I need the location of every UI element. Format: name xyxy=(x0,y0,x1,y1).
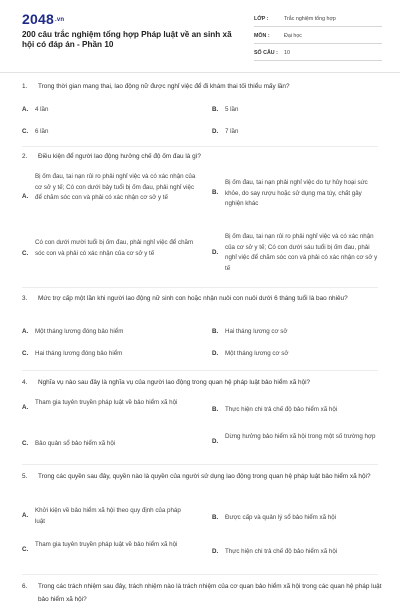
option-letter: D. xyxy=(212,127,219,135)
meta-info xyxy=(254,12,382,63)
question-divider xyxy=(22,464,378,465)
option-letter: A. xyxy=(22,193,29,200)
option-letter: A. xyxy=(22,327,29,335)
option-letter: D. xyxy=(212,438,219,445)
question-text: Trong thời gian mang thai, lao động nữ được nghỉ việc để đi khám thai tối thiểu mấy lần? xyxy=(38,83,290,90)
option-d[interactable] xyxy=(212,348,382,360)
question-divider xyxy=(22,574,378,575)
option-text: Có con dưới mười tuổi bị ốm đau, phải nghỉ việc để chăm sóc con và phải có xác nhận của cơ sở y tế xyxy=(35,239,194,257)
option-text: Bảo quản sổ bảo hiểm xã hội xyxy=(35,439,116,447)
option-text: Bị ốm đau, tai nạn rủi ro phải nghỉ việc và có xác nhận của cơ sở y tế; Có con dưới sáu tuổi bị ốm đau, phải nghỉ việc để chăm sóc con và phải có xác nhận cơ sở y tế xyxy=(225,233,378,272)
option-letter: B. xyxy=(212,189,219,196)
option-b[interactable] xyxy=(212,326,382,338)
site-logo[interactable] xyxy=(22,11,64,27)
option-text: Hai tháng lương đóng bảo hiểm xyxy=(35,349,123,357)
option-letter: B. xyxy=(212,327,219,335)
option-text: Dừng hưởng bảo hiểm xã hội trong một số trường hợp xyxy=(225,433,376,440)
option-c[interactable] xyxy=(22,540,202,564)
option-d[interactable] xyxy=(212,546,382,558)
question-divider xyxy=(22,287,378,288)
option-text: Một tháng lương đóng bảo hiểm xyxy=(35,327,124,335)
meta-value: Trắc nghiệm tổng hợp xyxy=(284,16,336,22)
meta-row-count xyxy=(254,46,382,61)
question-text: Mức trợ cấp một lần khi người lao động nữ sinh con hoặc nhận nuôi con nuôi dưới 6 tháng tuổi là bao nhiêu? xyxy=(38,295,348,302)
option-letter: B. xyxy=(212,513,219,521)
option-text: 4 lần xyxy=(35,105,49,113)
option-text: Bị ốm đau, tai nạn rủi ro phải nghỉ việc và có xác nhận của cơ sở y tế; Có con dưới bảy tuổi bị ốm đau, phải nghỉ việc để chăm sóc con và phải có xác nhận cơ sở y tế xyxy=(35,173,196,201)
option-text: Bị ốm đau, tai nạn phải nghỉ việc do tự hủy hoại sức khỏe, do say rượu hoặc sử dụng ma túy, chất gây nghiện khác xyxy=(225,179,368,207)
question-number: 2. xyxy=(22,153,28,160)
option-letter: C. xyxy=(22,349,29,357)
option-a[interactable] xyxy=(22,172,202,224)
question-text: Nghĩa vụ nào sau đây là nghĩa vụ của người lao động trong quan hệ pháp luật bảo hiểm xã hội? xyxy=(38,379,311,386)
option-text: Hai tháng lương cơ sở xyxy=(225,327,288,335)
option-c[interactable] xyxy=(22,126,192,138)
option-d[interactable] xyxy=(212,432,382,456)
logo-text: 2048 xyxy=(22,11,54,27)
option-letter: C. xyxy=(22,127,29,135)
option-letter: D. xyxy=(212,349,219,357)
option-text: Tham gia tuyên truyền pháp luật về bảo hiểm xã hội xyxy=(35,541,178,548)
option-d[interactable] xyxy=(212,126,382,138)
option-a[interactable] xyxy=(22,104,192,116)
question-text: Trong các trách nhiệm sau đây, trách nhiệm nào là trách nhiệm của cơ quan bảo hiểm xã hội trong các quan hệ pháp luật bảo hiểm xã hội? xyxy=(38,583,382,603)
option-letter: D. xyxy=(212,547,219,555)
option-letter: C. xyxy=(22,439,29,447)
option-a[interactable] xyxy=(22,506,202,530)
document-header xyxy=(0,0,400,76)
option-letter: A. xyxy=(22,404,29,411)
question-number: 1. xyxy=(22,83,28,90)
option-text: Thực hiện chi trả chế độ bảo hiểm xã hội xyxy=(225,405,338,413)
option-text: 6 lần xyxy=(35,127,49,135)
question-number: 6. xyxy=(22,583,28,590)
option-text: Được cấp và quản lý sổ bảo hiểm xã hội xyxy=(225,513,337,521)
option-letter: B. xyxy=(212,405,219,413)
document-title: 200 câu trắc nghiệm tổng hợp Pháp luật về an sinh xã hội có đáp án - Phần 10 xyxy=(22,30,232,49)
option-letter: A. xyxy=(22,105,29,113)
option-b[interactable] xyxy=(212,104,382,116)
option-text: Thực hiện chi trả chế độ bảo hiểm xã hội xyxy=(225,547,338,555)
option-letter: B. xyxy=(212,105,219,113)
meta-row-class xyxy=(254,12,382,27)
option-letter: C. xyxy=(22,250,29,257)
question-divider xyxy=(22,146,378,147)
option-letter: D. xyxy=(212,249,219,256)
option-letter: C. xyxy=(22,546,29,553)
question-number: 5. xyxy=(22,473,28,480)
question-text: Trong các quyền sau đây, quyền nào là quyền của người sử dụng lao động trong quan hệ pháp luật bảo hiểm xã hội? xyxy=(38,473,371,480)
question-text: Điều kiện để người lao động hưởng chế độ ốm đau là gì? xyxy=(38,153,201,160)
option-letter: A. xyxy=(22,512,29,519)
option-text: Khởi kiện về bảo hiểm xã hội theo quy định của pháp luật xyxy=(35,507,181,525)
option-text: Một tháng lương cơ sở xyxy=(225,349,289,357)
question-divider xyxy=(22,370,378,371)
header-divider xyxy=(0,72,400,73)
question-number: 4. xyxy=(22,379,28,386)
option-text: Tham gia tuyên truyền pháp luật về bảo hiểm xã hội xyxy=(35,399,178,406)
option-d[interactable] xyxy=(212,232,382,280)
option-text: 7 lần xyxy=(225,127,239,135)
option-b[interactable] xyxy=(212,404,382,416)
meta-label: LỚP : xyxy=(254,16,269,22)
option-a[interactable] xyxy=(22,398,202,422)
option-text: 5 lần xyxy=(225,105,239,113)
meta-value: 10 xyxy=(284,50,290,56)
option-c[interactable] xyxy=(22,438,202,450)
option-c[interactable] xyxy=(22,348,202,360)
question-number: 3. xyxy=(22,295,28,302)
meta-label: MÔN : xyxy=(254,33,270,39)
option-b[interactable] xyxy=(212,178,382,214)
meta-value: Đại học xyxy=(284,33,302,39)
option-b[interactable] xyxy=(212,512,382,524)
logo-suffix: .vn xyxy=(54,17,65,24)
option-c[interactable] xyxy=(22,238,202,274)
option-a[interactable] xyxy=(22,326,202,338)
meta-label: SỐ CÂU : xyxy=(254,50,278,56)
meta-row-subject xyxy=(254,29,382,44)
